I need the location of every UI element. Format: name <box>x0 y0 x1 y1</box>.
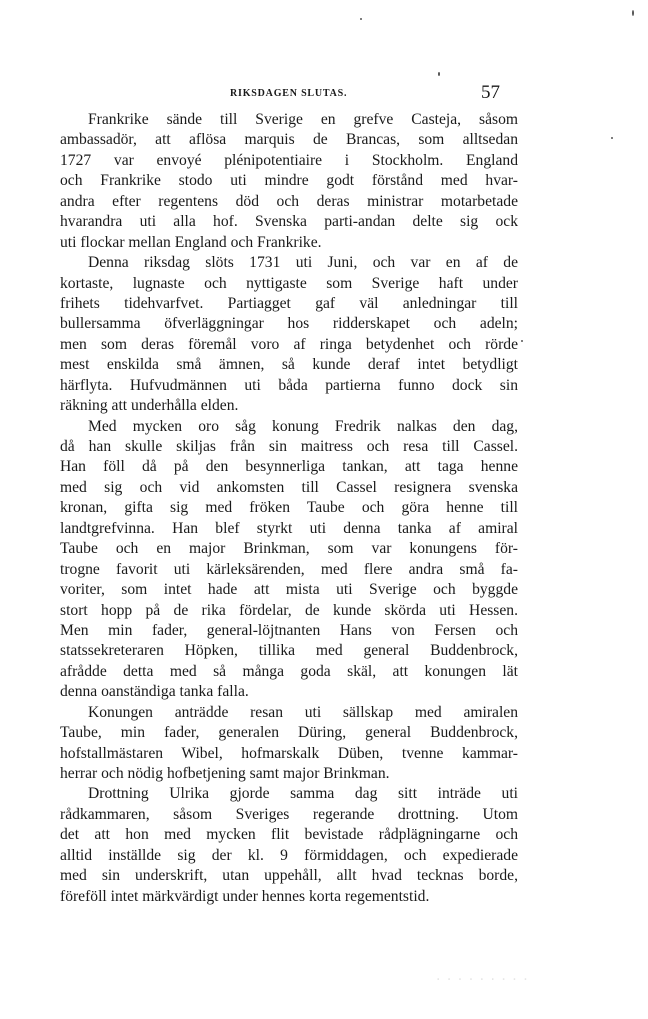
text-line: trogne favorit uti kärleksärenden, med flere andra små fa- <box>60 560 518 578</box>
text-line: hvarandra uti alla hof. Svenska parti-andan delte sig ock <box>60 213 518 231</box>
scan-speck <box>360 18 362 20</box>
scan-speck <box>611 137 613 139</box>
text-line: bullersamma öfverläggningar hos ridderskapet och adeln; <box>60 315 518 333</box>
text-line: Konungen anträdde resan uti sällskap med amiralen <box>88 703 518 721</box>
text-line: kronan, gifta sig med fröken Taube och göra henne till <box>60 499 518 517</box>
text-line: kortaste, lugnaste och nyttigaste som Sverige haft under <box>60 274 518 292</box>
scan-speck <box>632 10 634 16</box>
text-line: Men min fader, general-löjtnanten Hans von Fersen och <box>60 621 518 639</box>
text-line: frihets tidehvarfvet. Partiagget gaf väl anledningar till <box>60 294 518 312</box>
running-head <box>60 84 500 104</box>
text-line: hofstallmästaren Wibel, hofmarskalk Düben, tvenne kammar- <box>60 744 518 762</box>
text-line: voriter, som intet hade att mista uti Sverige och byggde <box>60 581 518 599</box>
text-line: afrådde detta med så många goda skäl, att konungen lät <box>60 662 518 680</box>
running-title: RIKSDAGEN SLUTAS. <box>230 88 348 99</box>
text-line: statssekreteraren Höpken, tillika med general Buddenbrock, <box>60 642 518 660</box>
page-number: 57 <box>481 82 500 103</box>
text-line: landtgrefvinna. Han blef styrkt uti denna tanka af amiral <box>60 519 518 537</box>
text-line: föreföll intet märkvärdigt under hennes korta regementstid. <box>60 887 430 905</box>
text-line: andra efter regentens död och deras ministrar motarbetade <box>60 192 518 210</box>
text-line: med sin underskrift, utan uppehåll, allt hvad tecknas borde, <box>60 867 518 885</box>
text-line: Taube, min fader, generalen Düring, general Buddenbrock, <box>60 724 518 742</box>
text-line: rådkammaren, såsom Sveriges regerande drottning. Utom <box>60 805 518 823</box>
text-line: Frankrike sände till Sverige en grefve Casteja, såsom <box>88 111 518 128</box>
text-line: då han skulle skiljas från sin maitress och resa till Cassel. <box>60 438 518 455</box>
text-line: Denna riksdag slöts 1731 uti Juni, och var en af de <box>88 254 518 272</box>
text-line: mest enskilda små ämnen, så kunde deraf intet betydligt <box>60 356 518 374</box>
text-line: ambassadör, att aflösa marquis de Brancas, som alltsedan <box>60 131 518 149</box>
text-line: härflyta. Hufvudmännen uti båda partierna funno dock sin <box>60 376 518 394</box>
text-line: men som deras föremål voro af ringa betydenhet och rörde <box>60 335 518 353</box>
text-line: och Frankrike stodo uti mindre godt förstånd med hvar- <box>60 172 518 190</box>
digitizer-watermark: · · · · · · · · · <box>436 972 529 988</box>
text-line: med sig och vid ankomsten till Cassel resignera svenska <box>60 478 518 496</box>
text-line: alltid inställde sig der kl. 9 förmiddagen, och expedierade <box>60 846 518 864</box>
scan-speck <box>438 72 440 76</box>
text-line: det att hon med mycken flit bevistade rådplägningarne och <box>60 826 518 844</box>
text-line: Drottning Ulrika gjorde samma dag sitt inträde uti <box>88 785 518 803</box>
text-line: uti flockar mellan England och Frankrike. <box>60 233 322 251</box>
text-line: herrar och nödig hofbetjening samt major Brinkman. <box>60 765 390 782</box>
text-line: 1727 var envoyé plénipotentiaire i Stockholm. England <box>60 151 518 169</box>
text-line: Taube och en major Brinkman, som var konungens för- <box>60 540 518 558</box>
body-text <box>60 110 518 907</box>
text-line: Han föll då på den besynnerliga tankan, att taga henne <box>60 458 518 476</box>
text-line: denna oanständiga tanka falla. <box>60 683 249 701</box>
text-line: stort hopp på de rika fördelar, de kunde skörda uti Hessen. <box>60 601 518 619</box>
text-line: Med mycken oro såg konung Fredrik nalkas den dag, <box>88 417 518 435</box>
scan-speck <box>521 340 523 342</box>
text-line: räkning att underhålla elden. <box>60 397 239 415</box>
